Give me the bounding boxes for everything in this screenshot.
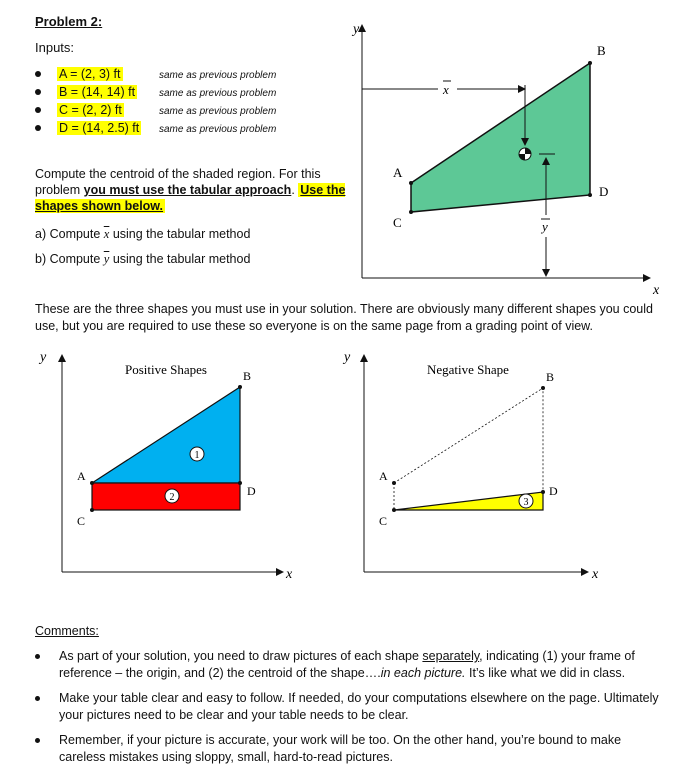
input-item-a <box>35 67 123 81</box>
point-a-dot <box>409 181 413 185</box>
problem-title: Problem 2: <box>35 14 103 29</box>
comment-item: Make your table clear and easy to follow. If needed, do your computations elsewhere on the page. Ultimately your pictures need to be clear and your table needs to be clear. <box>35 690 665 724</box>
x-axis-label: x <box>592 567 599 582</box>
comment-item: Remember, if your picture is accurate, your work will be too. On the other hand, you’re bound to make careless mistakes using sloppy, small, hard-to-read pictures. <box>35 732 665 766</box>
ybar-symbol: $\overline{y}$ <box>103 252 110 266</box>
y-axis-label: y <box>344 350 351 365</box>
bullet-icon <box>35 696 40 701</box>
x-axis-label: x <box>653 283 660 298</box>
point-c-label: C <box>393 215 402 230</box>
tabular-emphasis: you must use the tabular approach <box>83 183 292 197</box>
bullet-icon <box>35 89 41 95</box>
point-a-label: A <box>77 469 86 483</box>
bullet-icon <box>35 654 40 659</box>
shaded-region <box>411 63 590 212</box>
question-b: b) Compute $\overline{y}$ using the tabular method <box>35 252 251 266</box>
input-text: B = (14, 14) ft <box>59 85 136 99</box>
bullet-icon <box>35 71 41 77</box>
point-a-label: A <box>393 165 403 180</box>
triangle-shape-1 <box>92 387 240 483</box>
input-text: C = (2, 2) ft <box>59 103 122 117</box>
negative-shape-title: Negative Shape <box>427 362 509 377</box>
point-d-label: D <box>599 184 609 199</box>
shape-1-label: 1 <box>194 450 200 461</box>
point-d-label: D <box>247 484 256 498</box>
comment-item: As part of your solution, you need to draw pictures of each shape separately, indicating (1) your frame of reference – the origin, and (2) the centroid of the shape….in each picture. It’s like what we did in class. <box>35 648 665 682</box>
main-figure <box>345 15 675 300</box>
input-note: same as previous problem <box>159 88 277 99</box>
input-text: A = (2, 3) ft <box>59 67 121 81</box>
point-b-label: B <box>243 369 252 383</box>
instructions-paragraph: Compute the centroid of the shaded region. For this problem you must use the tabular approach. Use the shapes shown below. <box>35 167 346 213</box>
point-d-label: D <box>549 484 558 498</box>
dashed-outline <box>394 388 543 509</box>
point-b-label: B <box>546 370 555 384</box>
shape-3-label: 3 <box>523 497 529 508</box>
bullet-icon <box>35 107 41 113</box>
positive-shapes-figure <box>28 345 318 585</box>
comments-title: Comments: <box>35 624 99 638</box>
inputs-label: Inputs: <box>35 40 75 55</box>
shape-2-label: 2 <box>169 492 175 503</box>
point-c-label: C <box>77 514 86 528</box>
input-item-d <box>35 121 141 135</box>
point-c-label: C <box>379 514 388 528</box>
negative-shape-figure <box>330 345 620 585</box>
positive-shapes-title: Positive Shapes <box>125 362 207 377</box>
y-axis-label: y <box>353 22 360 37</box>
x-axis-label: x <box>286 567 293 582</box>
centroid-icon <box>519 148 531 160</box>
point-d-dot <box>588 193 592 197</box>
bullet-icon <box>35 125 41 131</box>
point-b-label: B <box>597 43 606 58</box>
xbar-label: x <box>443 82 449 97</box>
input-item-c <box>35 103 124 117</box>
input-item-b <box>35 85 137 99</box>
ybar-label: y <box>542 219 548 234</box>
shapes-emphasis: Use the shapes shown below. <box>35 183 346 213</box>
shapes-explanation: These are the three shapes you must use in your solution. There are obviously many different shapes you could use, but you are required to use these so everyone is on the same page from a grading point of view. <box>35 302 653 333</box>
input-note: same as previous problem <box>159 106 277 117</box>
y-axis-label: y <box>40 350 47 365</box>
input-note: same as previous problem <box>159 124 277 135</box>
point-c-dot <box>409 210 413 214</box>
bullet-icon <box>35 738 40 743</box>
question-a: a) Compute $\overline{x}$ using the tabular method <box>35 227 251 241</box>
input-note: same as previous problem <box>159 70 277 81</box>
xbar-symbol: $\overline{x}$ <box>103 227 110 241</box>
input-text: D = (14, 2.5) ft <box>59 121 140 135</box>
point-b-dot <box>588 61 592 65</box>
point-a-label: A <box>379 469 388 483</box>
